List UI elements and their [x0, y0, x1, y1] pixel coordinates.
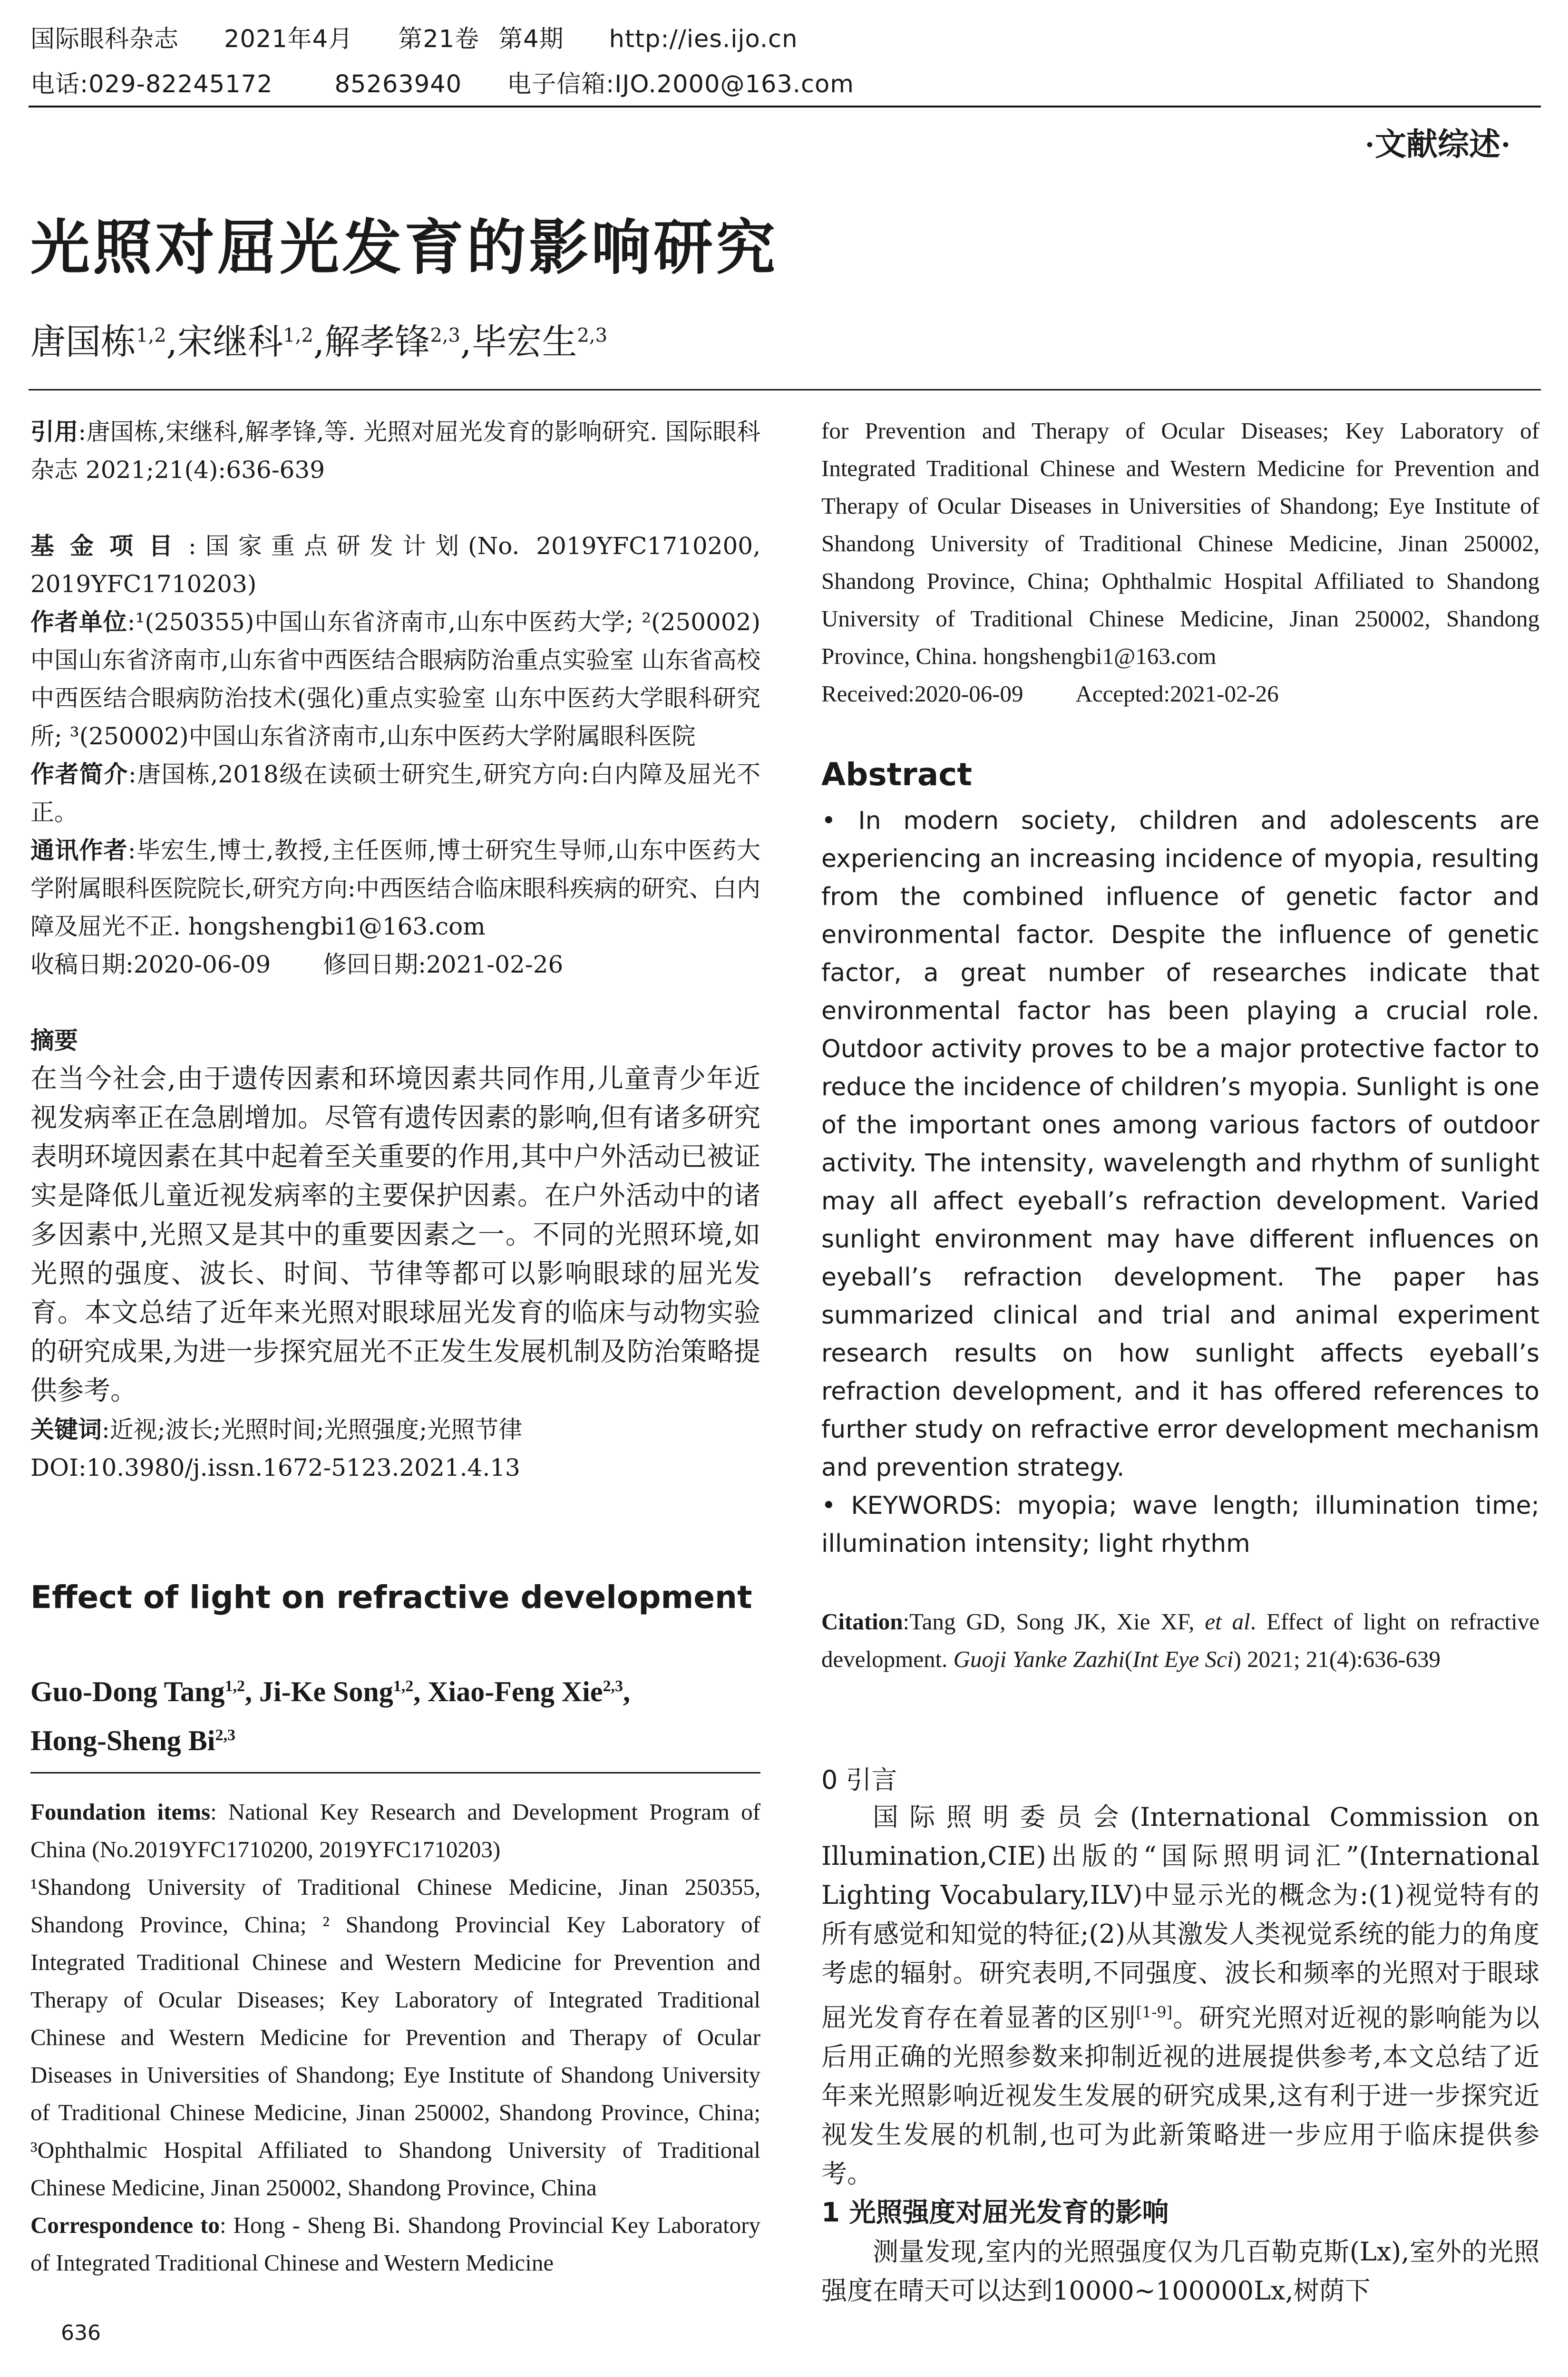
corr-cn: [30, 831, 760, 945]
author-3: 解孝锋: [324, 321, 430, 362]
abstract-cn-heading: 摘要: [30, 1027, 78, 1054]
citation-en-label: Citation: [821, 1608, 903, 1635]
author-4-affil: 2,3: [577, 324, 608, 347]
header-rule: [29, 106, 1541, 107]
keywords-cn-text: :近视;波长;光照时间;光照强度;光照节律: [102, 1416, 523, 1443]
page-title: 光照对屈光发育的影响研究: [30, 214, 778, 283]
citation-en-etal: et al: [1205, 1608, 1250, 1635]
author-4: 毕宏生: [471, 321, 577, 362]
issue-date: 2021年4月: [224, 25, 353, 53]
fund-cn-label: 基金项目: [30, 532, 189, 560]
authors-en: Guo-Dong Tang$^{1,2}$, Ji-Ke Song$^{1,2}$, Xiao-Feng Xie$^{2,3}$, Hong-Sheng Bi$^{2,3}$: [30, 1676, 630, 1756]
volume: 第21卷: [398, 25, 480, 53]
revised-cn: 修回日期:2021-02-26: [323, 951, 564, 978]
citation-en: [821, 1603, 1539, 1678]
authors-cn: 唐国栋$^{1,2}$,宋继科$^{1,2}$,解孝锋$^{2,3}$,毕宏生$^{2,3}$: [30, 321, 608, 362]
correspondence-cont: for Prevention and Therapy of Ocular Diseases; Key Laboratory of Integrated Traditional Chinese and Western Medicine for Prevention and Therapy of Ocular Diseases in Universities of Shandong; Eye Institute of Shandong University of Traditional Chinese Medicine, Jinan 250002, Shandong Province, China; Ophthalmic Hospital Affiliated to Shandong University of Traditional Chinese Medicine, Jinan 250002, Shandong Province, China. hongshengbi1@163.com: [821, 418, 1539, 669]
citation-cn-label: 引用: [30, 418, 78, 446]
intro-cn: [30, 755, 760, 831]
keywords-en: • KEYWORDS: myopia; wave length; illumination time; illumination intensity; light rhythm: [821, 1491, 1539, 1558]
author-2: 宋继科: [177, 321, 283, 362]
keywords-cn: [30, 1411, 760, 1449]
citation-en-journal: Guoji Yanke Zazhi: [953, 1646, 1125, 1672]
correspondence-en: [30, 2206, 760, 2281]
en-author-4: Hong-Sheng Bi: [30, 1725, 215, 1756]
sec1-paragraph: 测量发现,室内的光照强度仅为几百勒克斯(Lx),室外的光照强度在晴天可以达到10000~100000Lx,树荫下: [821, 2237, 1539, 2306]
dates-en: [821, 675, 1539, 712]
citation-cn-text: :唐国栋,宋继科,解孝锋,等. 光照对屈光发育的影响研究. 国际眼科杂志 2021;21(4):636-639: [30, 418, 760, 484]
en-author-2: Ji-Ke Song: [259, 1676, 393, 1707]
email: 电子信箱:IJO.2000@163.com: [507, 70, 854, 98]
page-number: 636: [61, 2321, 101, 2345]
dates-cn: [30, 945, 760, 984]
intro-paragraph: [821, 1798, 1539, 2193]
intro-cn-label: 作者简介: [30, 760, 128, 788]
doi: DOI:10.3980/j.issn.1672-5123.2021.4.13: [30, 1454, 520, 1481]
fund-cn-text: :国家重点研发计划(No. 2019YFC1710200, 2019YFC1710203): [30, 532, 760, 598]
citation-en-journal2: Int Eye Sci: [1132, 1646, 1234, 1672]
sec1-heading: 1 光照强度对屈光发育的影响: [821, 2197, 1169, 2228]
abstract-en-text: • In modern society, children and adolescents are experiencing an increasing incidence of myopia, resulting from the combined influence of genetic factor and environmental factor. Despite the influence of genetic factor, a great number of researches indicate that environmental factor has been playing a crucial role. Outdoor activity proves to be a major protective factor to reduce the incidence of children’s myopia. Sunlight is one of the important ones among various factors of outdoor activity. The intensity, wavelength and rhythm of sunlight may all affect eyeball’s refraction development. Varied sunlight environment may have different influences on eyeball’s refraction development. The paper has summarized clinical and trial and animal experiment research results on how sunlight affects eyeball’s refraction development, and it has offered references to further study on refractive error development mechanism and prevention strategy.: [821, 807, 1539, 1482]
foundation-en: [30, 1793, 760, 1868]
unit-cn-label: 作者单位: [30, 608, 127, 636]
left-column: [30, 413, 760, 1487]
website-link[interactable]: http://ies.ijo.cn: [609, 25, 798, 53]
foundation-en-text: : National Key Research and Development Program of China (No.2019YFC1710200, 2019YFC1710203): [30, 1799, 760, 1862]
citation-en-authors: :Tang GD, Song JK, Xie XF,: [903, 1608, 1195, 1635]
journal-name: 国际眼科杂志: [30, 25, 179, 53]
correspondence-en-label: Correspondence to: [30, 2212, 220, 2238]
abstract-cn-text: 在当今社会,由于遗传因素和环境因素共同作用,儿童青少年近视发病率正在急剧增加。尽管有遗传因素的影响,但有诸多研究表明环境因素在其中起着至关重要的作用,其中户外活动已被证实是降低儿童近视发病率的主要保护因素。在户外活动中的诸多因素中,光照又是其中的重要因素之一。不同的光照环境,如光照的强度、波长、时间、节律等都可以影响眼球的屈光发育。本文总结了近年来光照对眼球屈光发育的临床与动物实验的研究成果,为进一步探究屈光不正发生发展机制及防治策略提供参考。: [30, 1063, 760, 1406]
journal-header-line1: [30, 19, 843, 54]
corr-cn-label: 通讯作者: [30, 837, 128, 864]
correspondence-en-text: : Hong - Sheng Bi. Shandong Provincial Key Laboratory of Integrated Traditional Chinese and Western Medicine: [30, 2212, 760, 2276]
citation-cn: [30, 413, 760, 489]
phone: 电话:029-82245172: [30, 70, 273, 98]
abstract-en: [821, 802, 1539, 1563]
intro-text-2: 。研究光照对近视的影响能为以后用正确的光照参数来抑制近视的进展提供参考,本文总结了近年来光照影响近视发生发展的研究成果,这有利于进一步探究近视发生发展的机制,也可为此新策略进一步应用于临床提供参考。: [821, 2003, 1540, 2189]
issue-number: 第4期: [498, 25, 564, 53]
citation-en-volume: ) 2021; 21(4):636-639: [1233, 1646, 1441, 1672]
left-en-block: [30, 1793, 760, 2281]
unit-cn-text: :¹(250355)中国山东省济南市,山东中医药大学; ²(250002)中国山东省济南市,山东省中西医结合眼病防治重点实验室 山东省高校中西医结合眼病防治技术(强化)重点实验室 山东中医药大学眼科研究所; ³(250002)中国山东省济南市,山东中医药大学附属眼科医院: [30, 608, 760, 750]
affiliations-en: ¹Shandong University of Traditional Chinese Medicine, Jinan 250355, Shandong Province, China; ² Shandong Provincial Key Laboratory of Integrated Traditional Chinese and Western Medicine for Prevention and Therapy of Ocular Diseases; Key Laboratory of Integrated Traditional Chinese and Western Medicine for Prevention and Therapy of Ocular Diseases in Universities of Shandong; Eye Institute of Shandong University of Traditional Chinese Medicine, Jinan 250002, Shandong Province, China; ³Ophthalmic Hospital Affiliated to Shandong University of Traditional Chinese Medicine, Jinan 250002, Shandong Province, China: [30, 1874, 760, 2201]
en-author-3-affil: 2,3: [603, 1677, 623, 1695]
citation-en-paren: (: [1124, 1646, 1133, 1672]
received-cn: 收稿日期:2020-06-09: [30, 951, 271, 978]
fund-cn: [30, 527, 760, 603]
author-1: 唐国栋: [30, 321, 136, 362]
right-en-cont: [821, 412, 1539, 712]
en-author-4-affil: 2,3: [215, 1726, 235, 1744]
en-author-2-affil: 1,2: [393, 1677, 414, 1695]
author-1-affil: 1,2: [136, 324, 166, 347]
accepted-en: Accepted:2021-02-26: [1075, 681, 1279, 707]
abstract-en-heading: Abstract: [821, 756, 972, 793]
phone2: 85263940: [334, 70, 462, 98]
citation-en-title: . Effect of light on refractive development.: [821, 1608, 1540, 1672]
author-2-affil: 1,2: [283, 324, 313, 347]
unit-cn: [30, 603, 760, 755]
intro-text-1: 国际照明委员会(International Commission on Illumination,CIE)出版的“国际照明词汇”(International Lighting Vocabulary,ILV)中显示光的概念为:(1)视觉特有的所有感觉和知觉的特征;(2)从其激发人类视觉系统的能力的角度考虑的辐射。研究表明,不同强度、波长和频率的光照对于眼球屈光发育存在着显著的区别: [821, 1802, 1539, 2033]
en-author-1-affil: 1,2: [224, 1677, 245, 1695]
en-author-1: Guo-Dong Tang: [30, 1676, 225, 1707]
received-en: Received:2020-06-09: [821, 681, 1023, 707]
author-3-affil: 2,3: [430, 324, 460, 347]
journal-header-line2: [30, 64, 899, 99]
intro-heading: 0 引言: [821, 1765, 897, 1795]
foundation-en-label: Foundation items: [30, 1799, 211, 1825]
title-rule: [29, 389, 1541, 390]
en-authors-rule: [30, 1772, 760, 1773]
en-title: Effect of light on refractive development: [30, 1579, 752, 1616]
en-author-3: Xiao-Feng Xie: [428, 1676, 603, 1707]
section-label: ·文献综述·: [1364, 127, 1511, 162]
intro-reference[interactable]: [1-9]: [1136, 2003, 1173, 2021]
keywords-cn-label: 关键词: [30, 1416, 102, 1443]
intro-cn-text: :唐国栋,2018级在读硕士研究生,研究方向:白内障及屈光不正。: [30, 760, 761, 826]
intro-body: [821, 1798, 1539, 2310]
corr-cn-text: :毕宏生,博士,教授,主任医师,博士研究生导师,山东中医药大学附属眼科医院院长,研究方向:中西医结合临床眼科疾病的研究、白内障及屈光不正. hongshengbi1@163.com: [30, 837, 761, 940]
